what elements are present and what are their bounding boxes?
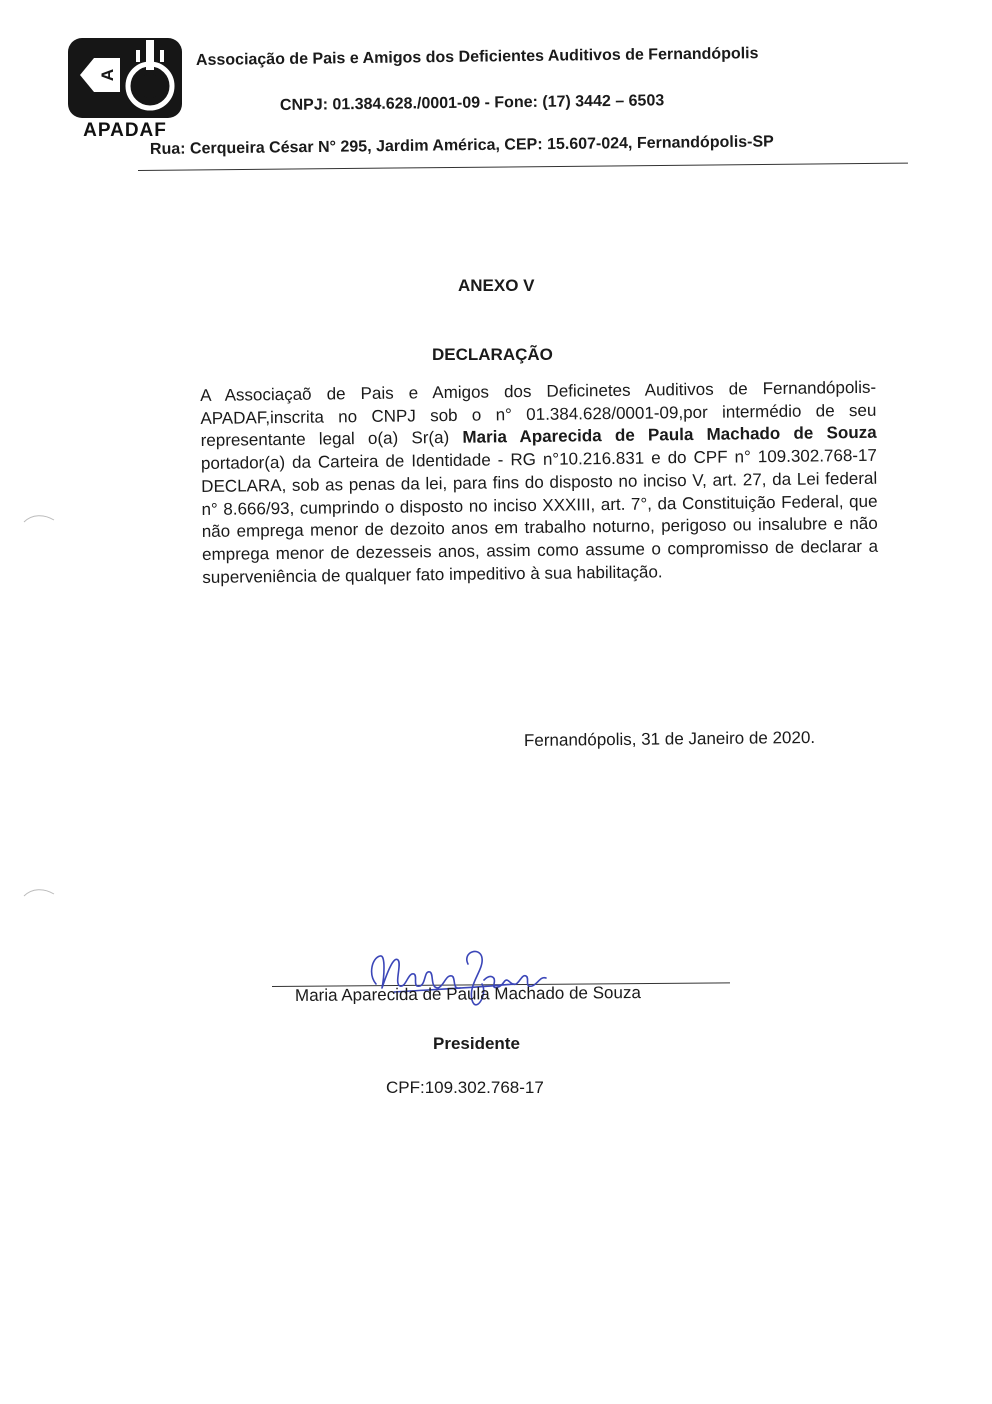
organization-name: Associação de Pais e Amigos dos Deficientes Auditivos de Fernandópolis: [195, 45, 759, 69]
organization-address: Rua: Cerqueira César N° 295, Jardim América, CEP: 15.607-024, Fernandópolis-SP: [149, 133, 774, 158]
ear-logo-icon: [66, 36, 184, 120]
logo-text: APADAF: [83, 120, 167, 141]
body-text-start: A Associaçaõ de Pais e Amigos dos Deficinetes Auditivos de Fernandópolis-APADAF,inscrita no CNPJ sob o n° 01.384.628/0001-09,por intermédio de seu representante legal o(a) Sr(a): [200, 377, 877, 451]
scan-mark-icon: [22, 886, 56, 898]
annex-title: ANEXO V: [458, 276, 535, 295]
declaration-title: DECLARAÇÃO: [432, 345, 553, 364]
declaration-body: [200, 377, 878, 590]
logo-letter: A: [98, 68, 117, 82]
signatory-name: Maria Aparecida de Paula Machado de Souza: [294, 982, 641, 1005]
signatory-cpf: CPF:109.302.768-17: [386, 1078, 544, 1097]
scan-mark-icon: [22, 512, 56, 524]
apadaf-logo: [66, 36, 184, 140]
place-date: Fernandópolis, 31 de Janeiro de 2020.: [523, 727, 816, 750]
signatory-role: Presidente: [433, 1034, 520, 1053]
header-divider: [138, 163, 908, 171]
body-text-end: portador(a) da Carteira de Identidade - RG n°10.216.831 e do CPF n° 109.302.768-17 DECLARA, sob as penas da lei, para fins do disposto no inciso V, art. 27, da Lei federal n° 8.666/93, cumprindo o disposto no inciso XXXIII, art. 7°, da Constituição Federal, que não emprega menor de dezoito anos em trabalho noturno, perigoso ou insalubre e não emprega menor de dezesseis anos, assim como assume o compromisso de declarar a superveniência de qualquer fato impeditivo à sua habilitação.: [200, 445, 879, 587]
representative-name: Maria Aparecida de Paula Machado de Souza: [462, 423, 877, 448]
cnpj-phone: CNPJ: 01.384.628./0001-09 - Fone: (17) 3442 – 6503: [279, 92, 665, 114]
handwritten-signature: [364, 944, 564, 1020]
